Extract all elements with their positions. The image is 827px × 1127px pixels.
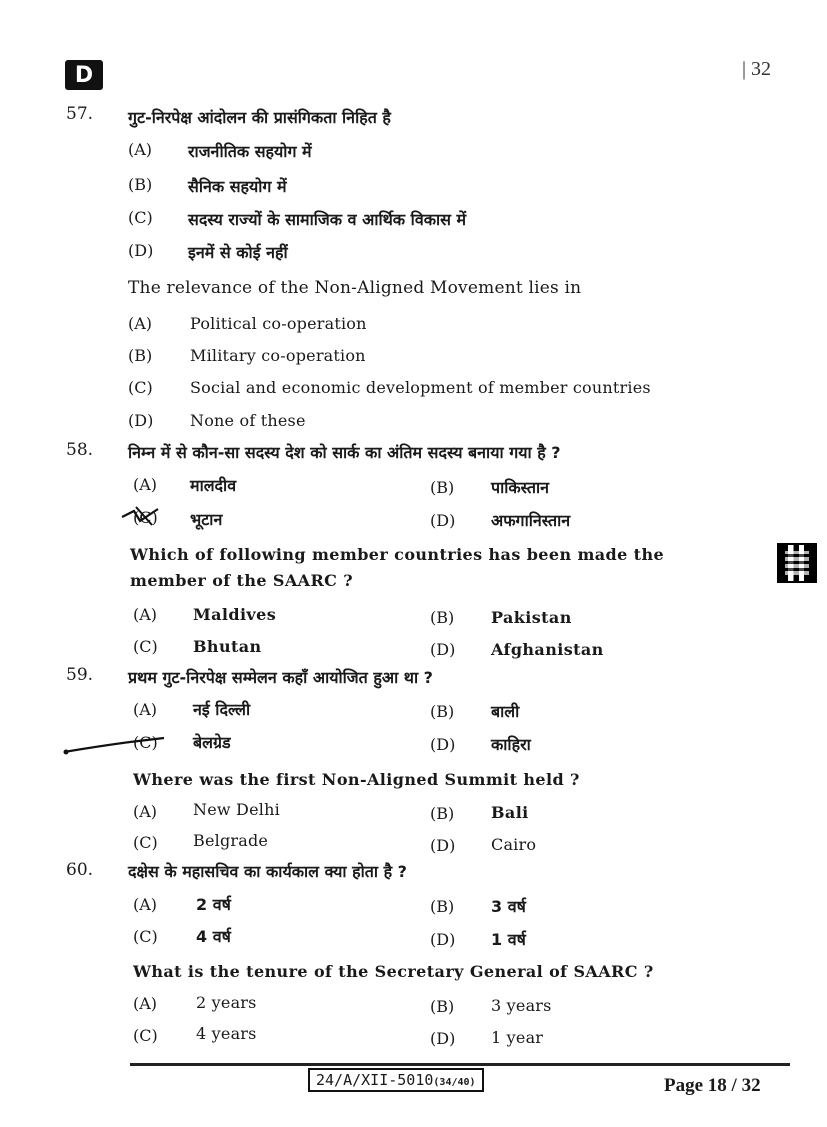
question-hindi: प्रथम गुट-निरपेक्ष सम्मेलन कहाँ आयोजित हुआ था ? bbox=[128, 668, 433, 687]
question-hindi: गुट-निरपेक्ष आंदोलन की प्रासंगिकता निहित है bbox=[128, 108, 391, 127]
option-letter: (B) bbox=[430, 702, 455, 721]
option-letter: (A) bbox=[133, 700, 158, 719]
option-text: इनमें से कोई नहीं bbox=[188, 243, 288, 262]
option-letter: (C) bbox=[133, 833, 158, 852]
option-letter: (D) bbox=[430, 1029, 456, 1048]
option-text: 3 वर्ष bbox=[491, 897, 526, 916]
question-hindi: निम्न में से कौन-सा सदस्य देश को सार्क का अंतिम सदस्य बनाया गया है ? bbox=[128, 443, 561, 462]
option-text: Pakistan bbox=[491, 608, 572, 627]
option-letter: (D) bbox=[430, 735, 456, 754]
option-letter: (A) bbox=[133, 605, 158, 624]
question-english: What is the tenure of the Secretary General of SAARC ? bbox=[133, 962, 654, 981]
option-letter: (C) bbox=[133, 637, 158, 656]
option-letter: (C) bbox=[133, 508, 158, 527]
footer-rule bbox=[130, 1063, 790, 1066]
corner-page-mark: | 32 bbox=[742, 58, 772, 80]
option-letter: (A) bbox=[128, 140, 153, 159]
option-text: काहिरा bbox=[491, 735, 531, 754]
option-text: Maldives bbox=[193, 605, 277, 624]
question-hindi: दक्षेस के महासचिव का कार्यकाल क्या होता है ? bbox=[128, 862, 407, 881]
option-letter: (B) bbox=[430, 804, 455, 823]
option-text: राजनीतिक सहयोग में bbox=[188, 142, 312, 161]
option-letter: (D) bbox=[430, 930, 456, 949]
paper-code bbox=[308, 1068, 484, 1092]
option-text: Social and economic development of member countries bbox=[190, 378, 651, 397]
option-letter: (A) bbox=[133, 475, 158, 494]
option-text: मालदीव bbox=[190, 476, 237, 495]
option-letter: (B) bbox=[128, 346, 153, 365]
option-letter: (B) bbox=[430, 608, 455, 627]
option-letter: (B) bbox=[430, 997, 455, 1016]
option-text: Bali bbox=[491, 803, 529, 822]
paper-code-main: 24/A/XII-5010 bbox=[316, 1071, 434, 1089]
question-number: 57. bbox=[66, 104, 94, 124]
option-letter: (D) bbox=[430, 511, 456, 530]
question-english: The relevance of the Non-Aligned Movement lies in bbox=[128, 278, 582, 298]
option-letter: (A) bbox=[133, 994, 158, 1013]
question-number: 60. bbox=[66, 860, 94, 880]
option-text: New Delhi bbox=[193, 800, 280, 819]
question-english: member of the SAARC ? bbox=[130, 571, 354, 590]
option-text: पाकिस्तान bbox=[491, 478, 550, 497]
option-letter: (A) bbox=[133, 895, 158, 914]
option-text: सैनिक सहयोग में bbox=[188, 177, 287, 196]
option-text: बाली bbox=[491, 702, 520, 721]
option-letter: (C) bbox=[133, 927, 158, 946]
option-letter: (B) bbox=[430, 897, 455, 916]
option-letter: (C) bbox=[128, 378, 153, 397]
option-text: 4 years bbox=[196, 1024, 257, 1043]
option-text: नई दिल्ली bbox=[193, 700, 251, 719]
option-letter: (A) bbox=[128, 314, 153, 333]
option-text: None of these bbox=[190, 411, 306, 430]
option-letter: (C) bbox=[133, 733, 158, 752]
option-text: भूटान bbox=[190, 510, 223, 529]
option-text: Belgrade bbox=[193, 831, 269, 850]
qr-code bbox=[777, 543, 817, 583]
option-text: सदस्य राज्यों के सामाजिक व आर्थिक विकास में bbox=[188, 210, 467, 229]
option-text: 4 वर्ष bbox=[196, 927, 231, 946]
option-letter: (D) bbox=[430, 640, 456, 659]
option-text: अफगानिस्तान bbox=[491, 511, 571, 530]
option-letter: (C) bbox=[133, 1026, 158, 1045]
option-text: 2 years bbox=[196, 993, 257, 1012]
option-letter: (D) bbox=[128, 411, 154, 430]
option-text: 2 वर्ष bbox=[196, 895, 231, 914]
question-english: Which of following member countries has been made the bbox=[130, 545, 665, 564]
option-text: 3 years bbox=[491, 996, 552, 1015]
option-text: 1 वर्ष bbox=[491, 930, 526, 949]
set-badge: D bbox=[65, 60, 103, 90]
option-letter: (B) bbox=[128, 175, 153, 194]
option-text: Cairo bbox=[491, 835, 537, 854]
option-text: Political co-operation bbox=[190, 314, 367, 333]
option-letter: (D) bbox=[430, 836, 456, 855]
option-text: बेलग्रेड bbox=[193, 733, 231, 752]
option-text: Afghanistan bbox=[491, 640, 604, 659]
paper-code-suffix: (34/40) bbox=[433, 1077, 476, 1088]
question-english: Where was the first Non-Aligned Summit held ? bbox=[133, 770, 580, 789]
option-text: Bhutan bbox=[193, 637, 262, 656]
option-letter: (A) bbox=[133, 802, 158, 821]
page-number: Page 18 / 32 bbox=[664, 1075, 761, 1096]
option-text: 1 year bbox=[491, 1028, 544, 1047]
option-text: Military co-operation bbox=[190, 346, 366, 365]
question-number: 59. bbox=[66, 665, 94, 685]
option-letter: (D) bbox=[128, 241, 154, 260]
option-letter: (C) bbox=[128, 208, 153, 227]
option-letter: (B) bbox=[430, 478, 455, 497]
question-number: 58. bbox=[66, 440, 94, 460]
